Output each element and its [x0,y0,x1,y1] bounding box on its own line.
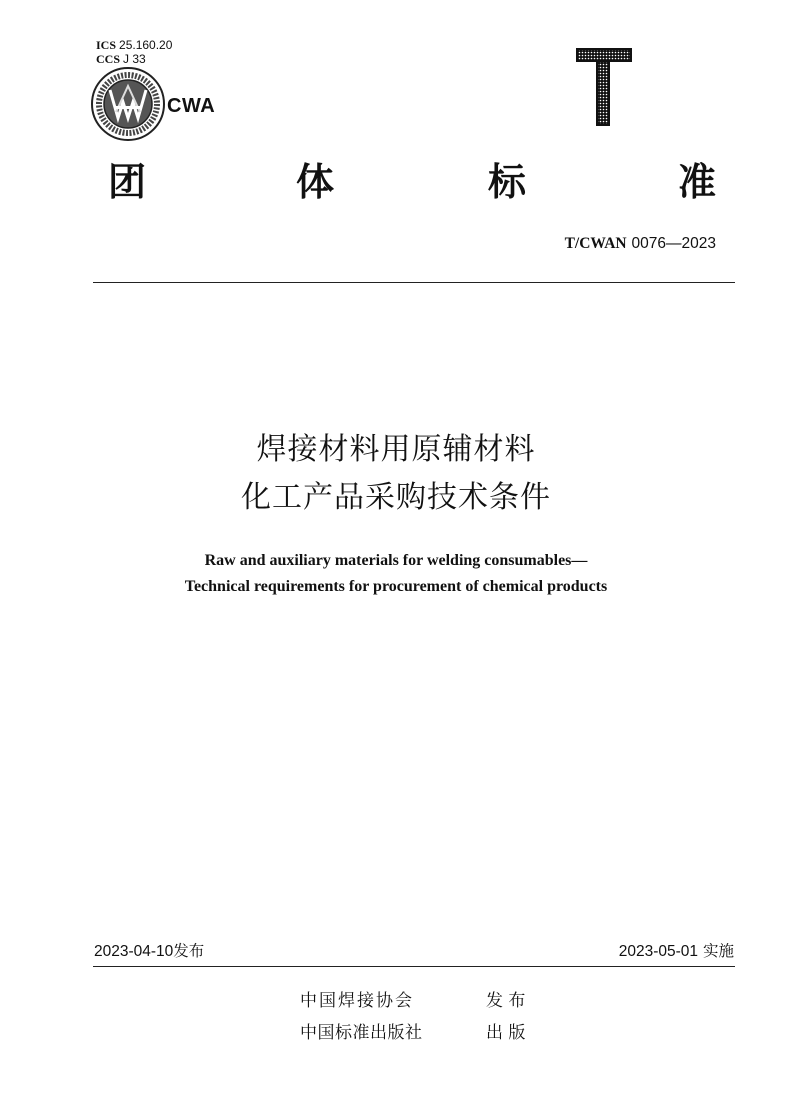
effective-date [619,940,734,963]
title-zh-line-2: 化工产品采购技术条件 [241,480,551,515]
ccs-code [96,52,146,66]
ccs-value: J 33 [123,52,146,66]
issue-date-value: 2023-04-10 [94,943,174,960]
footer-divider [93,966,735,967]
title-en-line-1: Raw and auxiliary materials for welding consumables— [204,552,588,569]
ics-value: 25.160.20 [119,38,173,52]
standard-type-char-1: 团 [108,160,147,204]
standard-code [565,234,716,253]
effective-date-label: 实施 [702,942,734,960]
press-name: 中国标准出版社 [300,1023,423,1043]
standard-type-char-3: 标 [488,160,527,204]
standard-code-number: 0076—2023 [631,235,716,252]
org-abbreviation: CWA [167,95,216,117]
ics-key: ICS [96,38,117,52]
standard-type-char-4: 准 [678,160,717,204]
category-letter-mark [572,42,634,128]
ics-code [96,38,172,52]
title-zh-line-1: 焊接材料用原辅材料 [256,432,536,467]
association-seal-icon [90,66,166,142]
issuer-action: 发 布 [486,991,526,1011]
press-action: 出 版 [486,1023,526,1043]
ccs-key: CCS [96,52,121,66]
standard-code-prefix: T/CWAN [564,235,627,252]
title-en-line-2: Technical requirements for procurement of chemical products [184,578,608,595]
issuer-name: 中国焊接协会 [300,991,414,1011]
standard-type-char-2: 体 [296,160,335,204]
effective-date-value: 2023-05-01 [618,943,699,960]
issue-date [94,940,204,963]
header-divider [93,282,735,283]
issue-date-label: 发布 [173,942,205,960]
